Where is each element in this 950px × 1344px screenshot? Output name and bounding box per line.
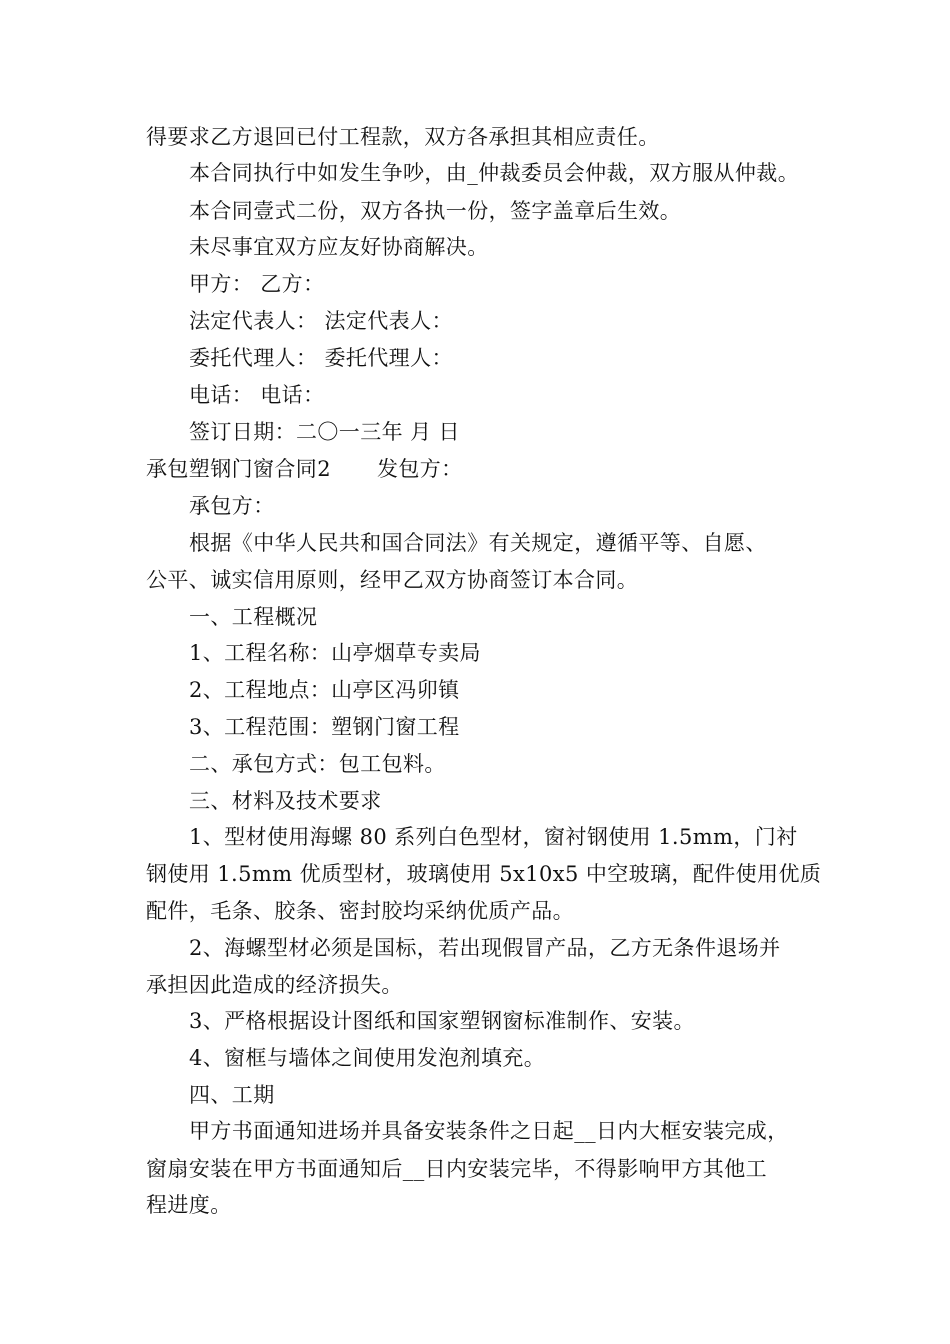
paragraph-line: 本合同执行中如发生争吵，由_仲裁委员会仲裁，双方服从仲裁。 [189, 161, 800, 185]
paragraph-line: 窗扇安装在甲方书面通知后__日内安装完毕，不得影响甲方其他工 [146, 1157, 767, 1181]
list-item: 2、工程地点：山亭区冯卯镇 [189, 678, 460, 702]
section-heading: 三、材料及技术要求 [189, 789, 382, 813]
paragraph-line: 3、严格根据设计图纸和国家塑钢窗标准制作、安装。 [189, 1009, 695, 1033]
paragraph-line: 根据《中华人民共和国合同法》有关规定，遵循平等、自愿、 [189, 531, 767, 555]
employer-label: 发包方： [376, 457, 463, 481]
section-heading: 二、承包方式：包工包料。 [189, 752, 446, 776]
paragraph-line: 程进度。 [146, 1193, 232, 1217]
contract-title: 承包塑钢门窗合同2 [146, 457, 331, 481]
paragraph-line: 本合同壹式二份，双方各执一份，签字盖章后生效。 [189, 199, 682, 223]
paragraph-line: 得要求乙方退回已付工程款，双方各承担其相应责任。 [146, 125, 660, 149]
signature-representative-line: 法定代表人： 法定代表人： [189, 309, 453, 333]
paragraph-line: 4、窗框与墙体之间使用发泡剂填充。 [189, 1046, 546, 1070]
section-heading: 一、工程概况 [189, 605, 318, 629]
section-heading: 四、工期 [189, 1083, 275, 1107]
contract-title-line [146, 456, 463, 482]
signing-date-line: 签订日期：二〇一三年 月 日 [189, 420, 460, 444]
paragraph-line: 钢使用 1.5mm 优质型材，玻璃使用 5x10x5 中空玻璃，配件使用优质 [146, 862, 822, 886]
list-item: 3、工程范围：塑钢门窗工程 [189, 715, 460, 739]
list-item: 1、工程名称：山亭烟草专卖局 [189, 641, 481, 665]
paragraph-line: 承担因此造成的经济损失。 [146, 973, 403, 997]
paragraph-line: 甲方书面通知进场并具备安装条件之日起__日内大框安装完成， [189, 1119, 789, 1143]
contractor-label: 承包方： [189, 494, 275, 518]
signature-phone-line: 电话： 电话： [189, 383, 325, 407]
paragraph-line: 1、型材使用海螺 80 系列白色型材，窗衬钢使用 1.5mm，门衬 [189, 825, 798, 849]
signature-agent-line: 委托代理人： 委托代理人： [189, 346, 453, 370]
paragraph-line: 公平、诚实信用原则，经甲乙双方协商签订本合同。 [146, 568, 639, 592]
paragraph-line: 未尽事宜双方应友好协商解决。 [189, 235, 489, 259]
paragraph-line: 配件，毛条、胶条、密封胶均采纳优质产品。 [146, 899, 574, 923]
paragraph-line: 2、海螺型材必须是国标，若出现假冒产品，乙方无条件退场并 [189, 936, 781, 960]
signature-party-line: 甲方： 乙方： [189, 272, 325, 296]
